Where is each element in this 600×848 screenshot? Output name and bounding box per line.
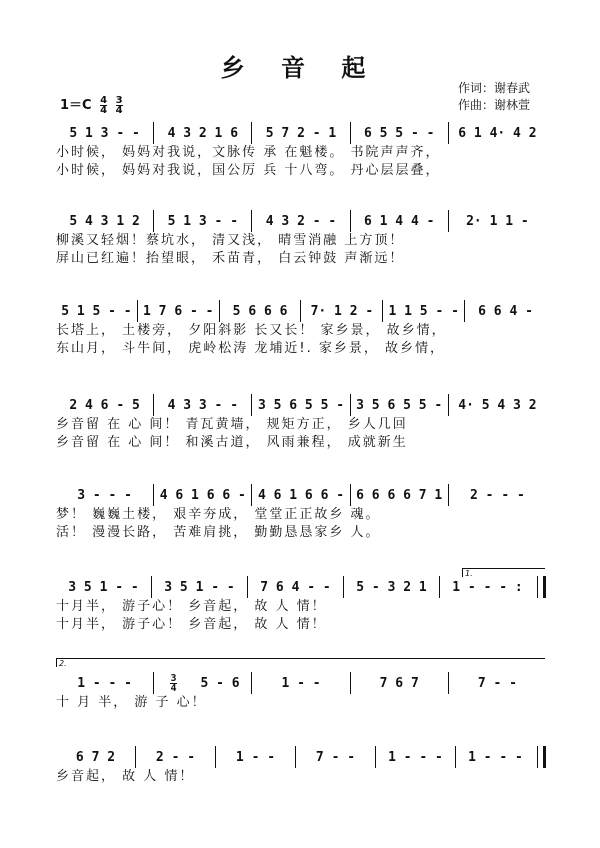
- measure: 5 1 3 - -: [69, 125, 140, 141]
- lyric-verse-2: 屏山已红遍！抬望眼， 禾苗青， 白云钟鼓 声渐远！: [56, 251, 405, 266]
- measure: 2 4 6 - 5: [69, 397, 140, 413]
- song-title: 乡 音 起: [220, 53, 380, 82]
- score-system-3: [56, 300, 546, 358]
- measure: 1 - -: [251, 672, 349, 694]
- time-signature-change: $\frac{3}{4}$: [170, 672, 177, 694]
- lyric-verse-2: 十月半， 游子心！ 乡音起， 故 人 情！: [56, 617, 327, 632]
- score-system-5: [56, 484, 546, 542]
- score-system-2: [56, 210, 546, 268]
- notes-row: [56, 746, 546, 768]
- measure: 5 - 3 2 1: [343, 576, 439, 598]
- notes-row: [56, 122, 546, 144]
- score-system-6: [56, 576, 546, 634]
- notes-row: [56, 300, 546, 322]
- measure: 7 - -: [295, 746, 375, 768]
- measure: 1 - -: [215, 746, 295, 768]
- lyric-verse-2: 乡音留 在 心 间！ 和溪古道， 风雨兼程， 成就新生: [56, 435, 408, 450]
- measure: 4 3 2 1 6: [153, 122, 251, 144]
- credits: [458, 80, 530, 114]
- score-system-4: [56, 394, 546, 452]
- measure: 1 7 6 - -: [137, 300, 219, 322]
- measure: 1 - - -: [455, 746, 535, 768]
- measure: $\frac{3}{4}$ 5 - 6: [153, 672, 251, 694]
- final-barline: [537, 746, 546, 768]
- measure: 3 5 1 - -: [151, 576, 247, 598]
- score-system-8: [56, 746, 546, 786]
- volta-first-ending: 1.: [462, 568, 545, 577]
- lyric-verse-1: 小时候， 妈妈对我说，文脉传 承 在魁楼。 书院声声齐，: [56, 145, 441, 160]
- time-signature-2: $\frac{3}{4}$: [115, 95, 123, 116]
- repeat-barline: [537, 576, 546, 598]
- measure: 1 - - -: [77, 675, 132, 691]
- lyric-verse-1: 十 月 半， 游 子 心！: [56, 695, 207, 710]
- measure: 4 3 2 - -: [251, 210, 349, 232]
- notes-row: [56, 210, 546, 232]
- measure: 7 6 7: [350, 672, 448, 694]
- measure: 6 1 4 4 -: [350, 210, 448, 232]
- score-system-7: [56, 672, 546, 712]
- notes-row: [56, 484, 546, 506]
- measure: 4 6 1 6 6 -: [251, 484, 349, 506]
- measure: 2 - -: [135, 746, 215, 768]
- measure: 2· 1 1 -: [448, 210, 546, 232]
- measure: 1 - - - :: [439, 576, 535, 598]
- measure: 7· 1 2 -: [300, 300, 382, 322]
- measure: 6 7 2: [75, 749, 116, 765]
- measure: 5 1 3 - -: [153, 210, 251, 232]
- measure: 5 6 6 6: [219, 300, 301, 322]
- score-system-1: [56, 122, 546, 180]
- volta-second-ending: 2.: [56, 658, 545, 667]
- measure: 5 1 5 - -: [61, 303, 132, 319]
- measure: 3 5 6 5 5 -: [350, 394, 448, 416]
- measure: 7 6 4 - -: [247, 576, 343, 598]
- measure: 7 - -: [448, 672, 546, 694]
- notes-row: [56, 576, 546, 598]
- lyric-verse-1: 乡音留 在 心 间！ 青瓦黄墙， 规矩方正， 乡人几回: [56, 417, 408, 432]
- key-text: 1＝C: [60, 98, 92, 113]
- lyric-verse-1: 柳溪又轻烟！蔡坑水， 清又浅， 晴雪消融 上方顶！: [56, 233, 405, 248]
- lyric-verse-2: 活！ 漫漫长路， 苦难肩挑， 勤勤恳恳家乡 人。: [56, 525, 381, 540]
- lyric-verse-1: 长塔上， 土楼旁， 夕阳斜影 长又长！ 家乡景， 故乡情，: [56, 323, 447, 338]
- measure: 1 1 5 - -: [382, 300, 464, 322]
- measure: 4 3 3 - -: [153, 394, 251, 416]
- notes-row: [56, 672, 546, 694]
- measure: 4· 5 4 3 2: [448, 394, 546, 416]
- measure: 1 - - -: [375, 746, 455, 768]
- measure: 5 4 3 1 2: [69, 213, 140, 229]
- lyric-verse-2: 东山月， 斗牛间， 虎岭松涛 龙埔近!. 家乡景， 故乡情，: [56, 341, 446, 356]
- measure: 3 - - -: [77, 487, 132, 503]
- key-signature: [60, 94, 123, 115]
- measure: 6 6 6 6 7 1: [350, 484, 448, 506]
- measure: 3 5 1 - -: [68, 579, 139, 595]
- measure: 6 6 4 -: [464, 300, 546, 322]
- notes-row: [56, 394, 546, 416]
- lyric-verse-2: 小时候， 妈妈对我说，国公厉 兵 十八弯。 丹心层层叠，: [56, 163, 441, 178]
- measure: 4 6 1 6 6 -: [153, 484, 251, 506]
- measure: 2 - - -: [448, 484, 546, 506]
- lyric-verse-1: 梦！ 巍巍土楼， 艰辛夯成， 堂堂正正故乡 魂。: [56, 507, 381, 522]
- time-signature-1: $\frac{4}{4}$: [100, 95, 108, 116]
- lyric-verse-1: 乡音起， 故 人 情！: [56, 769, 195, 784]
- lyricist-credit: 作词：谢春武: [458, 81, 531, 95]
- measure: 3 5 6 5 5 -: [251, 394, 349, 416]
- measure: 6 5 5 - -: [350, 122, 448, 144]
- lyric-verse-1: 十月半， 游子心！ 乡音起， 故 人 情！: [56, 599, 327, 614]
- measure: 6 1 4· 4 2: [448, 122, 546, 144]
- composer-credit: 作曲：谢林萱: [458, 98, 531, 112]
- measure: 5 7 2 - 1: [251, 122, 349, 144]
